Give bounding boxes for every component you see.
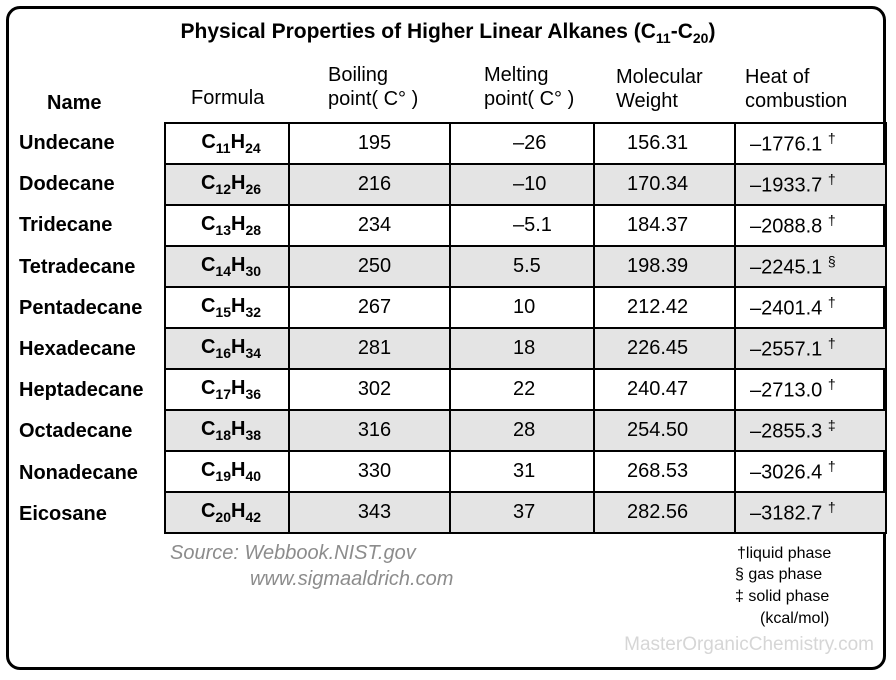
boiling-point-cell: 281 <box>289 328 450 369</box>
alkane-name: Tetradecane <box>19 255 136 278</box>
formula-cell: $C_{13}H_{28}$ <box>165 205 289 246</box>
molecular-weight-cell: 254.50 <box>594 410 735 451</box>
table-row <box>165 164 886 205</box>
boiling-point-cell: 216 <box>289 164 450 205</box>
melting-point-cell: 18 <box>450 328 594 369</box>
molecular-weight-cell: 170.34 <box>594 164 735 205</box>
legend-units: (kcal/mol) <box>760 610 830 627</box>
table-row <box>165 287 886 328</box>
header-name: Name <box>47 92 102 114</box>
boiling-point-cell: 267 <box>289 287 450 328</box>
formula-cell: $C_{17}H_{36}$ <box>165 369 289 410</box>
header-melting-point: Melting point( C° ) <box>484 64 575 110</box>
heat-of-combustion-cell: –2401.4 † <box>735 287 886 328</box>
table-row <box>165 123 886 164</box>
formula-cell: $C_{16}H_{34}$ <box>165 328 289 369</box>
table-title: Physical Properties of Higher Linear Alkanes $(C_{11}-C_{20})$ <box>180 20 716 47</box>
alkane-name: Pentadecane <box>19 296 143 319</box>
melting-point-cell: 31 <box>450 451 594 492</box>
heat-of-combustion-cell: –2557.1 † <box>735 328 886 369</box>
watermark: MasterOrganicChemistry.com <box>624 634 874 655</box>
heat-of-combustion-cell: –2088.8 † <box>735 205 886 246</box>
legend-gas: § gas phase <box>735 566 823 583</box>
boiling-point-cell: 250 <box>289 246 450 287</box>
header-heat-of-combustion: Heat of combustion <box>745 66 848 112</box>
melting-point-cell: 37 <box>450 492 594 533</box>
molecular-weight-cell: 198.39 <box>594 246 735 287</box>
alkane-name: Dodecane <box>19 173 115 196</box>
alkane-name: Tridecane <box>19 214 113 237</box>
molecular-weight-cell: 226.45 <box>594 328 735 369</box>
alkane-name: Octadecane <box>19 420 133 443</box>
heat-of-combustion-cell: –2855.3 ‡ <box>735 410 886 451</box>
formula-cell: $C_{19}H_{40}$ <box>165 451 289 492</box>
formula-cell: $C_{14}H_{30}$ <box>165 246 289 287</box>
table-row <box>165 328 886 369</box>
header-molecular-weight: Molecular Weight <box>616 66 703 112</box>
boiling-point-cell: 343 <box>289 492 450 533</box>
melting-point-cell: 28 <box>450 410 594 451</box>
melting-point-cell: 22 <box>450 369 594 410</box>
melting-point-cell: –5.1 <box>450 205 594 246</box>
header-formula: Formula <box>191 87 265 109</box>
alkane-name: Undecane <box>19 132 115 154</box>
alkane-name: Hexadecane <box>19 338 136 360</box>
source-line-1: Source: Webbook.NIST.gov <box>170 542 416 564</box>
formula-cell: $C_{18}H_{38}$ <box>165 410 289 451</box>
formula-cell: $C_{20}H_{42}$ <box>165 492 289 533</box>
molecular-weight-cell: 282.56 <box>594 492 735 533</box>
alkane-name: Eicosane <box>19 502 107 525</box>
properties-table <box>164 122 887 534</box>
melting-point-cell: –26 <box>450 123 594 164</box>
heat-of-combustion-cell: –1776.1 † <box>735 123 886 164</box>
table-row <box>165 492 886 533</box>
table-row <box>165 246 886 287</box>
molecular-weight-cell: 268.53 <box>594 451 735 492</box>
boiling-point-cell: 302 <box>289 369 450 410</box>
source-line-2: www.sigmaaldrich.com <box>250 568 454 590</box>
formula-cell: $C_{11}H_{24}$ <box>165 123 289 164</box>
formula-cell: $C_{12}H_{26}$ <box>165 164 289 205</box>
table-row <box>165 451 886 492</box>
molecular-weight-cell: 156.31 <box>594 123 735 164</box>
alkane-name: Nonadecane <box>19 461 138 484</box>
legend-liquid: †liquid phase <box>737 545 832 562</box>
table-row <box>165 410 886 451</box>
formula-cell: $C_{15}H_{32}$ <box>165 287 289 328</box>
molecular-weight-cell: 212.42 <box>594 287 735 328</box>
boiling-point-cell: 234 <box>289 205 450 246</box>
header-boiling-point: Boiling point( C° ) <box>328 64 419 110</box>
melting-point-cell: 10 <box>450 287 594 328</box>
heat-of-combustion-cell: –3182.7 † <box>735 492 886 533</box>
alkane-name: Heptadecane <box>19 379 144 402</box>
heat-of-combustion-cell: –1933.7 † <box>735 164 886 205</box>
boiling-point-cell: 316 <box>289 410 450 451</box>
melting-point-cell: 5.5 <box>450 246 594 287</box>
boiling-point-cell: 195 <box>289 123 450 164</box>
boiling-point-cell: 330 <box>289 451 450 492</box>
legend-solid: ‡ solid phase <box>735 588 830 605</box>
molecular-weight-cell: 240.47 <box>594 369 735 410</box>
heat-of-combustion-cell: –3026.4 † <box>735 451 886 492</box>
table-row <box>165 369 886 410</box>
heat-of-combustion-cell: –2713.0 † <box>735 369 886 410</box>
molecular-weight-cell: 184.37 <box>594 205 735 246</box>
melting-point-cell: –10 <box>450 164 594 205</box>
table-row <box>165 205 886 246</box>
heat-of-combustion-cell: –2245.1 § <box>735 246 886 287</box>
